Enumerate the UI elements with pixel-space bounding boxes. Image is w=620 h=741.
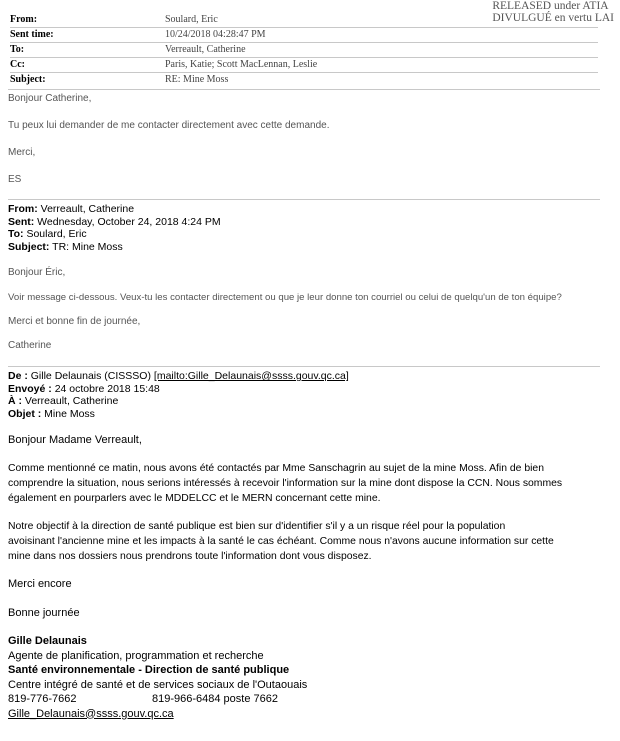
msg2-from-label: From: — [8, 203, 38, 215]
msg3-to-row — [8, 395, 349, 408]
msg3-paragraph-2 — [8, 519, 614, 564]
header-sent-value: 10/24/2018 04:28:47 PM — [165, 29, 266, 40]
msg2-subject: TR: Mine Moss — [52, 240, 123, 253]
msg3-p2-line: mine dans nos dossiers nous prendrons toute l'information dont vous disposez. — [8, 551, 372, 562]
stamp-line-1: RELEASED under ATIA — [492, 0, 609, 12]
msg3-p1-line: comprendre la situation, nous serions intéressés à recevoir l'information sur la mine dont dispose la CCN. Nous sommes — [8, 478, 563, 489]
msg3-p1-line: Comme mentionné ce matin, nous avons été contactés par Mme Sanschagrin au sujet de la mine Moss. Afin de bien — [8, 463, 544, 474]
signature-phone-1: 819-776-7662 — [8, 693, 77, 705]
msg2-closing: Merci et bonne fin de journée, — [8, 316, 141, 327]
header-cc-value: Paris, Katie; Scott MacLennan, Leslie — [165, 59, 318, 70]
msg3-paragraph-1 — [8, 461, 614, 506]
msg3-closing: Bonne journée — [8, 607, 80, 619]
msg3-p2-line: Notre objectif à la direction de santé publique est bien sur d'identifier s'il y a un risque réel pour la population — [8, 521, 506, 532]
msg2-to: Soulard, Eric — [26, 228, 87, 240]
header-subject-value: RE: Mine Moss — [165, 74, 229, 85]
msg2-header — [8, 203, 221, 253]
msg3-thanks: Merci encore — [8, 578, 72, 590]
signature-department: Santé environnementale - Direction de santé publique — [8, 664, 290, 676]
signature-title: Agente de planification, programmation et recherche — [8, 649, 264, 662]
header-divider — [10, 72, 598, 73]
header-cc-label: Cc: — [10, 59, 25, 70]
msg3-subject: Mine Moss — [44, 407, 95, 420]
msg3-from-row — [8, 370, 349, 383]
msg2-sent: Wednesday, October 24, 2018 4:24 PM — [37, 215, 221, 228]
msg2-to-label: To: — [8, 228, 24, 240]
msg2-greeting: Bonjour Éric, — [8, 267, 66, 278]
msg2-sent-row — [8, 216, 221, 229]
reply-thanks: Merci, — [8, 147, 36, 158]
msg3-to: Verreault, Catherine — [24, 395, 119, 407]
signature-phones — [8, 692, 307, 707]
msg3-from-label: De : — [8, 370, 28, 382]
header-to-label: To: — [10, 44, 25, 55]
msg3-sent-label: Envoyé : — [8, 382, 52, 395]
msg3-from: Gille Delaunais (CISSSO) — [30, 370, 151, 382]
header-from-label: From: — [10, 14, 38, 25]
reply-body: Tu peux lui demander de me contacter directement avec cette demande. — [8, 120, 330, 131]
reply-signature: ES — [8, 174, 22, 185]
msg3-subject-row — [8, 408, 349, 421]
msg3-signature-block — [8, 634, 307, 721]
msg2-subject-label: Subject: — [8, 240, 50, 253]
message-divider — [8, 199, 600, 200]
reply-greeting: Bonjour Catherine, — [8, 93, 92, 104]
header-bottom-rule — [8, 89, 600, 90]
message-divider — [8, 366, 600, 367]
signature-organization: Centre intégré de santé et de services sociaux de l'Outaouais — [8, 678, 308, 691]
header-divider — [10, 57, 598, 58]
stamp-line-2: DIVULGUÉ en vertu LAI — [492, 12, 614, 24]
header-from-value: Soulard, Eric — [165, 14, 218, 25]
header-sent-label: Sent time: — [10, 29, 54, 40]
msg2-body: Voir message ci-dessous. Veux-tu les contacter directement ou que je leur donne ton courriel ou celui de quelqu'un de ton équipe? — [8, 292, 562, 303]
msg3-p1-line: également en pourparlers avec le MDDELCC et le MERN concernant cette mine. — [8, 493, 381, 504]
header-divider — [10, 42, 598, 43]
msg3-sent-row — [8, 383, 349, 396]
msg3-sent: 24 octobre 2018 15:48 — [54, 382, 160, 395]
msg3-p2-line: avoisinant l'ancienne mine et les impacts à la santé le cas échéant. Comme nous n'avons aucune information sur cette — [8, 536, 554, 547]
msg3-subject-label: Objet : — [8, 407, 42, 420]
header-subject-label: Subject: — [10, 74, 46, 85]
msg3-greeting: Bonjour Madame Verreault, — [8, 434, 142, 446]
msg2-signature: Catherine — [8, 340, 52, 351]
msg2-sent-label: Sent: — [8, 215, 35, 228]
header-to-value: Verreault, Catherine — [165, 44, 246, 55]
signature-email-link[interactable]: Gille_Delaunais@ssss.gouv.qc.ca — [8, 707, 174, 720]
msg2-from-row — [8, 203, 221, 216]
msg3-mailto-link[interactable]: [mailto:Gille_Delaunais@ssss.gouv.qc.ca] — [153, 370, 349, 382]
msg2-subject-row — [8, 241, 221, 254]
signature-name: Gille Delaunais — [8, 635, 87, 647]
msg2-to-row — [8, 228, 221, 241]
msg3-header — [8, 370, 349, 420]
header-divider — [10, 27, 598, 28]
signature-phone-2: 819-966-6484 poste 7662 — [152, 693, 278, 705]
msg2-from: Verreault, Catherine — [40, 203, 135, 215]
msg3-to-label: À : — [8, 395, 22, 407]
header-subject-row — [10, 74, 600, 89]
